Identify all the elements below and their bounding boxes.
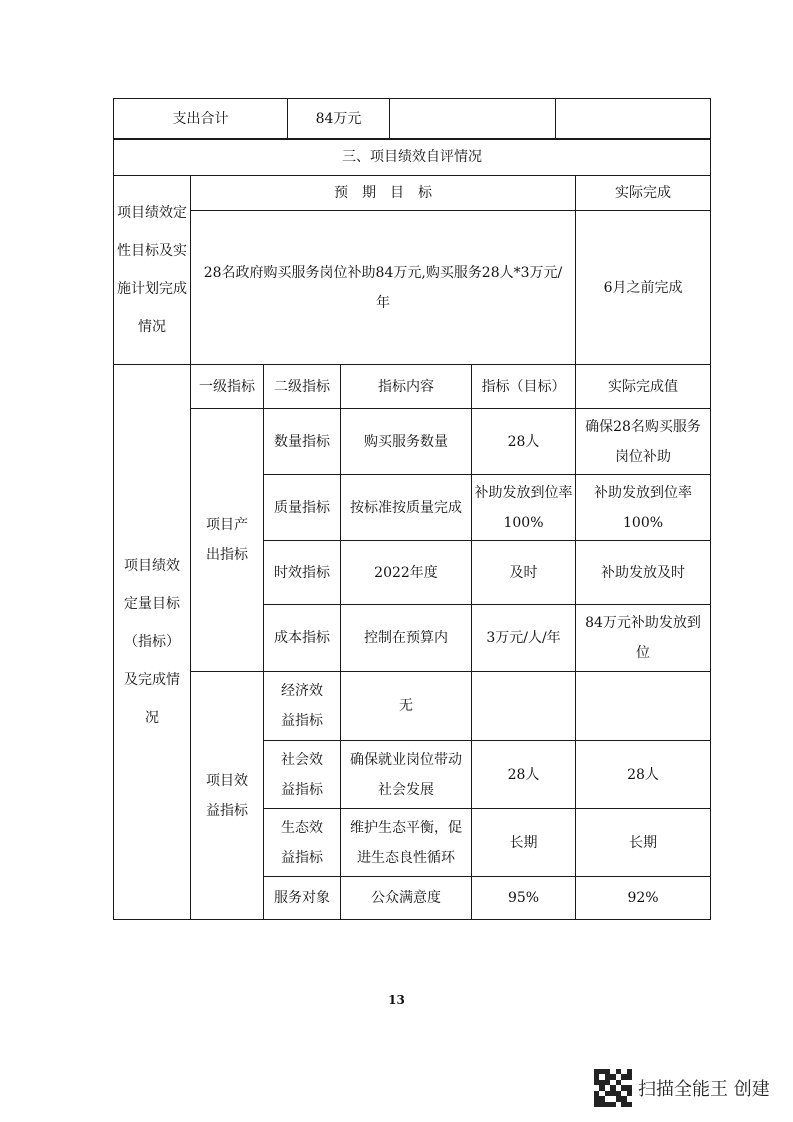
- expense-empty-cell: [390, 99, 556, 140]
- page-number: 13: [388, 993, 405, 1007]
- target-cell: 95%: [472, 877, 576, 920]
- actual-text: 6月之前完成: [576, 211, 711, 365]
- actual-cell: 92%: [576, 877, 711, 920]
- target-cell: 28人: [472, 409, 576, 475]
- scanner-watermark: [594, 1069, 770, 1107]
- content-cell: 公众满意度: [341, 877, 472, 920]
- performance-table: [113, 138, 711, 920]
- target-cell: 补助发放到位率100%: [472, 475, 576, 541]
- actual-cell: [576, 672, 711, 741]
- header-target: 指标（目标）: [472, 365, 576, 409]
- level2-cell: 生态效益指标: [264, 809, 341, 877]
- content-cell: 按标准按质量完成: [341, 475, 472, 541]
- content-cell: 维护生态平衡，促进生态良性循环: [341, 809, 472, 877]
- header-actual: 实际完成值: [576, 365, 711, 409]
- header-level2: 二级指标: [264, 365, 341, 409]
- qualitative-row-label: 项目绩效定性目标及实施计划完成情况: [114, 176, 191, 365]
- expected-header: 预 期 目 标: [191, 176, 576, 211]
- expense-label: 支出合计: [114, 99, 288, 140]
- actual-cell: 长期: [576, 809, 711, 877]
- level2-cell: 社会效益指标: [264, 741, 341, 809]
- content-cell: 购买服务数量: [341, 409, 472, 475]
- level2-cell: 经济效益指标: [264, 672, 341, 741]
- level2-cell: 数量指标: [264, 409, 341, 475]
- expense-empty-cell: [556, 99, 711, 140]
- target-cell: [472, 672, 576, 741]
- actual-header: 实际完成: [576, 176, 711, 211]
- watermark-text: 扫描全能王 创建: [638, 1079, 770, 1100]
- level2-cell: 服务对象: [264, 877, 341, 920]
- qr-code-icon: [594, 1069, 632, 1107]
- level1-output: 项目产出指标: [191, 409, 264, 672]
- actual-cell: 补助发放到位率100%: [576, 475, 711, 541]
- actual-cell: 84万元补助发放到位: [576, 605, 711, 672]
- content-cell: 控制在预算内: [341, 605, 472, 672]
- content-cell: 无: [341, 672, 472, 741]
- actual-cell: 28人: [576, 741, 711, 809]
- target-cell: 3万元/人/年: [472, 605, 576, 672]
- header-level1: 一级指标: [191, 365, 264, 409]
- target-cell: 长期: [472, 809, 576, 877]
- expense-table: [113, 98, 711, 140]
- section-title: 三、项目绩效自评情况: [114, 139, 711, 176]
- actual-cell: 确保28名购买服务岗位补助: [576, 409, 711, 475]
- level2-cell: 时效指标: [264, 541, 341, 605]
- expense-value: 84万元: [288, 99, 390, 140]
- actual-cell: 补助发放及时: [576, 541, 711, 605]
- expected-text: 28名政府购买服务岗位补助84万元,购买服务28人*3万元/年: [191, 211, 576, 365]
- level2-cell: 质量指标: [264, 475, 341, 541]
- header-content: 指标内容: [341, 365, 472, 409]
- target-cell: 及时: [472, 541, 576, 605]
- quantitative-row-label: 项目绩效定量目标（指标）及完成情况: [114, 365, 191, 920]
- content-cell: 2022年度: [341, 541, 472, 605]
- target-cell: 28人: [472, 741, 576, 809]
- level2-cell: 成本指标: [264, 605, 341, 672]
- content-cell: 确保就业岗位带动社会发展: [341, 741, 472, 809]
- level1-benefit: 项目效益指标: [191, 672, 264, 920]
